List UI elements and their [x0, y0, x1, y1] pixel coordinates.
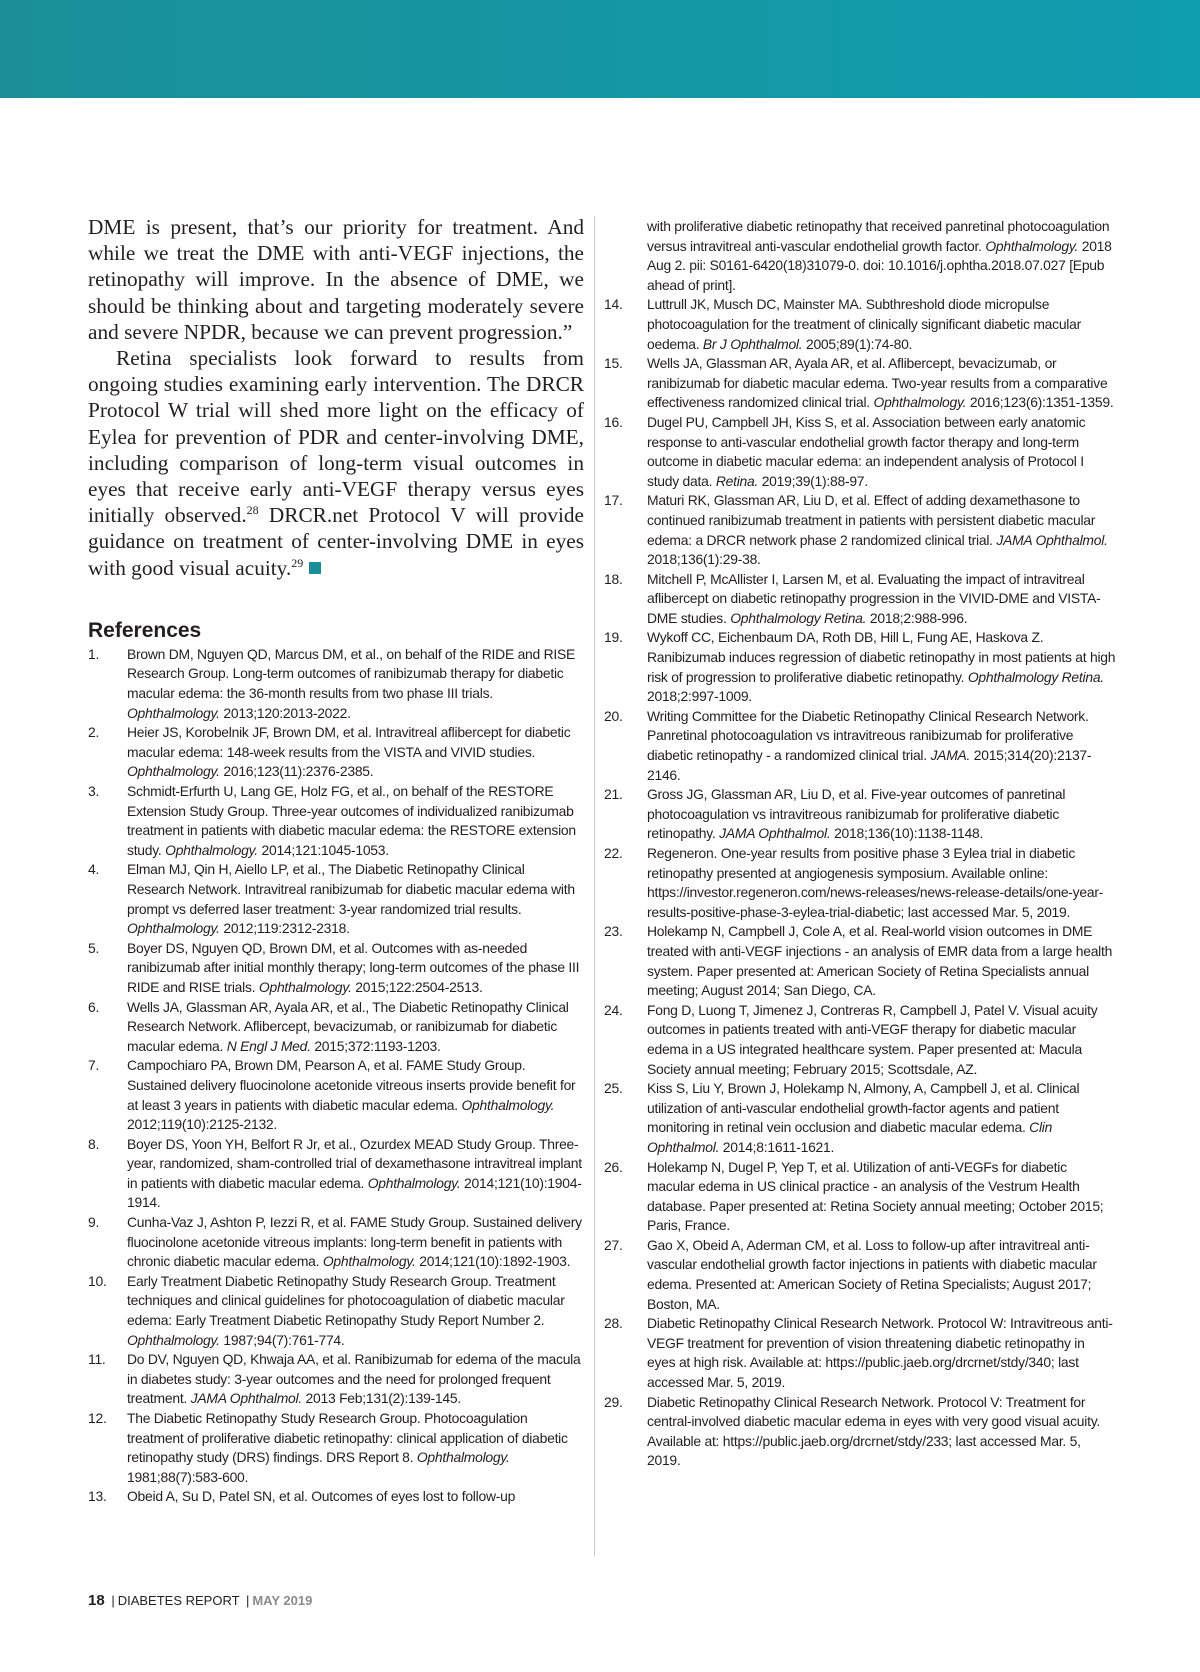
reference-text: Schmidt-Erfurth U, Lang GE, Holz FG, et al., on behalf of the RESTORE Extension Study Group. Three-year outcomes of individualized ranibizumab treatment in patients with diabetic macular edema: the RESTORE extension study. Ophthalmology. 2014;121:1045-1053.: [127, 783, 576, 858]
reference-text: Dugel PU, Campbell JH, Kiss S, et al. Association between early anatomic response to anti-vascular endothelial growth factor therapy and long-term outcome in diabetic macular edema: an independent analysis of Protocol I study data. Retina. 2019;39(1):88-97.: [647, 413, 1086, 489]
reference-number: 21.: [604, 786, 623, 803]
reference-number: 14.: [604, 296, 623, 313]
reference-number: 13.: [88, 1488, 107, 1505]
paragraph-2-text-b: DRCR.net Protocol V will provide guidance on treatment of center-involving DME in eyes with good visual acuity.: [88, 503, 584, 580]
journal-name: Ophthalmology.: [367, 1174, 461, 1191]
journal-name: Ophthalmology.: [322, 1253, 416, 1270]
reference-number: 5.: [88, 939, 100, 956]
reference-number: 4.: [88, 861, 100, 878]
reference-item: [604, 1314, 1116, 1392]
column-divider: [594, 216, 595, 1556]
reference-item: [604, 844, 1116, 922]
reference-number: 28.: [604, 1315, 623, 1332]
reference-text: Diabetic Retinopathy Clinical Research Network. Protocol V: Treatment for central-involved diabetic macular edema in eyes with very good visual acuity. Available at: https://public.jaeb.org/drcrnet/stdy/233; last accessed Mar. 5, 2019.: [647, 1393, 1101, 1469]
issue-date: MAY 2019: [252, 1593, 313, 1608]
page-number: 18: [88, 1592, 105, 1609]
reference-number: 29.: [604, 1393, 623, 1410]
reference-text: Maturi RK, Glassman AR, Liu D, et al. Effect of adding dexamethasone to continued ranibizumab treatment in patients with persistent diabetic macular edema: a DRCR network phase 2 randomized clinical trial. JAMA Ophthalmol. 2018;136(1):29-38.: [647, 492, 1108, 568]
reference-number: 1.: [88, 645, 100, 662]
reference-text: Wells JA, Glassman AR, Ayala AR, et al., The Diabetic Retinopathy Clinical Research Network. Aflibercept, bevacizumab, or ranibizumab for diabetic macular edema. N Engl J Med. 2015;372:1193-1203.: [127, 998, 569, 1054]
journal-name: JAMA.: [930, 747, 971, 764]
journal-name: Ophthalmology.: [165, 841, 258, 858]
journal-name: Ophthalmology Retina.: [967, 668, 1104, 685]
paragraph-2-text-a: Retina specialists look forward to results from ongoing studies examining early intervention. The DRCR Protocol W trial will shed more light on the efficacy of Eylea for prevention of PDR and center-involving DME, including comparison of long-term visual outcomes in eyes that receive early anti-VEGF therapy versus eyes initially observed.: [88, 346, 584, 528]
journal-name: Ophthalmology.: [873, 394, 967, 411]
reference-item: [604, 413, 1116, 491]
reference-item: [604, 491, 1116, 569]
end-of-article-square-icon: [309, 562, 321, 574]
reference-number: 3.: [88, 783, 100, 799]
journal-name: Ophthalmology.: [127, 763, 220, 780]
reference-item: [604, 1236, 1116, 1314]
reference-number: 6.: [88, 998, 100, 1015]
reference-item: [88, 645, 584, 723]
reference-number: 8.: [88, 1135, 100, 1152]
reference-item: [604, 1158, 1116, 1236]
reference-number: 22.: [604, 845, 623, 861]
reference-number: 25.: [604, 1080, 623, 1097]
article-paragraph-2: [88, 345, 584, 581]
journal-name: Br J Ophthalmol.: [702, 335, 803, 352]
journal-name: JAMA Ophthalmol.: [996, 531, 1108, 548]
reference-text: Brown DM, Nguyen QD, Marcus DM, et al., on behalf of the RIDE and RISE Research Group. Long-term outcomes of ranibizumab therapy for diabetic macular edema: the 36-month results from two phase III trials. Ophthalmology. 2013;120:2013-2022.: [127, 645, 576, 721]
journal-name: Ophthalmology.: [127, 704, 220, 721]
reference-number: 9.: [88, 1214, 100, 1231]
reference-item: [604, 570, 1116, 629]
reference-number: 19.: [604, 629, 623, 646]
reference-number: 27.: [604, 1236, 623, 1253]
publication-name: DIABETES REPORT: [117, 1593, 240, 1608]
reference-number: 16.: [604, 413, 623, 430]
reference-number: 15.: [604, 355, 623, 372]
reference-text: Wells JA, Glassman AR, Ayala AR, et al. Aflibercept, bevacizumab, or ranibizumab for diabetic macular edema. Two-year results from a comparative effectiveness randomized clinical trial. Ophthalmology. 2016;123(6):1351-1359.: [647, 355, 1114, 411]
reference-item: [604, 707, 1116, 785]
reference-13-continued: with proliferative diabetic retinopathy that received panretinal photocoagulation versus intravitreal anti-vascular endothelial growth factor. Ophthalmology. 2018 Aug 2. pii: S0161-6420(18)31079-0. doi: 10.1016/j.ophtha.2018.07.027 [Epub ahead of print].: [647, 218, 1112, 293]
reference-item: [88, 1056, 584, 1134]
journal-name: JAMA Ophthalmol.: [719, 825, 831, 842]
reference-item: [604, 295, 1116, 354]
reference-item: [604, 785, 1116, 844]
article-paragraph-1: DME is present, that’s our priority for treatment. And while we treat the DME with anti-VEGF injections, the retinopathy will improve. In the absence of DME, we should be thinking about and targeting moderately severe and severe NPDR, because we can prevent progression.”: [88, 215, 584, 344]
right-column: [604, 217, 1116, 1471]
reference-text: Wykoff CC, Eichenbaum DA, Roth DB, Hill L, Fung AE, Haskova Z. Ranibizumab induces regression of diabetic retinopathy in most patients at high risk of progression to proliferative diabetic retinopathy. Ophthalmology Retina. 2018;2:997-1009.: [647, 629, 1116, 705]
reference-text: Cunha-Vaz J, Ashton P, Iezzi R, et al. FAME Study Group. Sustained delivery fluocinolone acetonide vitreous implants: long-term benefit in patients with chronic diabetic macular edema. Ophthalmology. 2014;121(10):1892-1903.: [127, 1214, 582, 1270]
reference-item: [604, 922, 1116, 1000]
references-heading: References: [88, 618, 202, 642]
reference-item: [88, 860, 584, 938]
reference-number: 26.: [604, 1158, 623, 1175]
references-list-right: [604, 295, 1116, 1471]
reference-item: [88, 998, 584, 1057]
journal-name: N Engl J Med.: [226, 1037, 311, 1054]
journal-name: Ophthalmology.: [461, 1096, 555, 1113]
reference-item: [88, 1272, 584, 1350]
reference-text: Fong D, Luong T, Jimenez J, Contreras R, Campbell J, Patel V. Visual acuity outcomes in patients treated with anti-VEGF therapy for diabetic macular edema in a US integrated healthcare system. Paper presented at: Macula Society annual meeting; February 2015; Scottsdale, AZ.: [647, 1001, 1098, 1077]
journal-name: JAMA Ophthalmol.: [190, 1390, 302, 1407]
reference-text: The Diabetic Retinopathy Study Research Group. Photocoagulation treatment of proliferative diabetic retinopathy: clinical application of diabetic retinopathy study (DRS) findings. DRS Report 8. Ophthalmology. 1981;88(7):583-600.: [127, 1410, 568, 1485]
reference-number: 10.: [88, 1272, 107, 1289]
reference-item: [88, 1350, 584, 1409]
footer-separator: |: [245, 1593, 250, 1608]
references-list-left: [88, 645, 584, 1507]
page-footer: [88, 1592, 312, 1609]
reference-item: [604, 1393, 1116, 1471]
reference-item: [604, 1079, 1116, 1157]
footer-separator: |: [111, 1593, 115, 1608]
reference-text: Gao X, Obeid A, Aderman CM, et al. Loss to follow-up after intravitreal anti-vascular endothelial growth factor injections in patients with diabetic macular edema. Presented at: American Society of Retina Specialists; August 2017; Boston, MA.: [647, 1236, 1097, 1312]
reference-item: [604, 354, 1116, 413]
reference-text: Holekamp N, Campbell J, Cole A, et al. Real-world vision outcomes in DME treated with anti-VEGF injections - an analysis of EMR data from a large health system. Paper presented at: American Society of Retina Specialists annual meeting; August 2014; San Diego, CA.: [647, 923, 1113, 999]
journal-name: Ophthalmology.: [127, 920, 220, 937]
reference-item: [88, 1213, 584, 1272]
reference-text: Elman MJ, Qin H, Aiello LP, et al., The Diabetic Retinopathy Clinical Research Network. Intravitreal ranibizumab for diabetic macular edema with prompt vs deferred laser treatment: 3-year randomized trial results. Ophthalmology. 2012;119:2312-2318.: [127, 861, 575, 937]
reference-item: [604, 1001, 1116, 1079]
reference-text: Obeid A, Su D, Patel SN, et al. Outcomes of eyes lost to follow-up: [127, 1488, 516, 1505]
citation-28: 28: [246, 503, 259, 518]
reference-number: 20.: [604, 707, 623, 724]
reference-number: 24.: [604, 1001, 623, 1018]
reference-text: Writing Committee for the Diabetic Retinopathy Clinical Research Network. Panretinal photocoagulation vs intravitreous ranibizumab for proliferative diabetic retinopathy - a randomized clinical trial. JAMA. 2015;314(20):2137-2146.: [647, 707, 1092, 783]
reference-text: Heier JS, Korobelnik JF, Brown DM, et al. Intravitreal aflibercept for diabetic macular edema: 148-week results from the VISTA and VIVID studies. Ophthalmology. 2016;123(11):2376-2385.: [127, 724, 571, 780]
reference-text: Kiss S, Liu Y, Brown J, Holekamp N, Almony, A, Campbell J, et al. Clinical utilization of anti-vascular endothelial growth-factor agents and patient monitoring in retinal vein occlusion and diabetic macular edema. Clin Ophthalmol. 2014;8:1611-1621.: [647, 1080, 1080, 1155]
citation-29: 29: [291, 555, 304, 570]
reference-text: Holekamp N, Dugel P, Yep T, et al. Utilization of anti-VEGFs for diabetic macular edema in US clinical practice - an analysis of the Vestrum Health database. Paper presented at: Retina Society annual meeting; October 2015; Paris, France.: [647, 1158, 1104, 1234]
reference-item: [88, 939, 584, 998]
reference-text: Do DV, Nguyen QD, Khwaja AA, et al. Ranibizumab for edema of the macula in diabetes study: 3-year outcomes and the need for prolonged frequent treatment. JAMA Ophthalmol. 2013 Feb;131(2):139-145.: [127, 1351, 581, 1407]
reference-text: Mitchell P, McAllister I, Larsen M, et al. Evaluating the impact of intravitreal aflibercept on diabetic retinopathy progression in the VIVID-DME and VISTA-DME studies. Ophthalmology Retina. 2018;2:988-996.: [647, 570, 1101, 626]
reference-number: 11.: [88, 1351, 106, 1368]
journal-name: Ophthalmology.: [258, 978, 352, 995]
reference-text: Diabetic Retinopathy Clinical Research Network. Protocol W: Intravitreous anti-VEGF treatment for prevention of vision threatening diabetic retinopathy in eyes at high risk. Available at: https://public.jaeb.org/drcrnet/stdy/340; last accessed Mar. 5, 2019.: [647, 1315, 1113, 1391]
reference-item: [88, 1409, 584, 1487]
journal-name: Ophthalmology Retina.: [730, 609, 867, 626]
reference-item: [88, 723, 584, 782]
reference-text: Early Treatment Diabetic Retinopathy Study Research Group. Treatment techniques and clinical guidelines for photocoagulation of diabetic macular edema: Early Treatment Diabetic Retinopathy Study Report Number 2. Ophthalmology. 1987;94(7):761-774.: [127, 1272, 565, 1348]
journal-name: Clin Ophthalmol.: [647, 1119, 1053, 1155]
reference-number: 12.: [88, 1410, 107, 1426]
reference-item: [88, 1487, 584, 1507]
reference-text: Regeneron. One-year results from positive phase 3 Eylea trial in diabetic retinopathy presented at angiogenesis symposium. Available online: https://investor.regeneron.com/news-releases/news-release-details/one-year-results-positive-phase-3-eylea-trial-diabetic; last accessed Mar. 5, 2019.: [647, 845, 1104, 920]
reference-text: Boyer DS, Yoon YH, Belfort R Jr, et al., Ozurdex MEAD Study Group. Three-year, randomized, sham-controlled trial of dexamethasone intravitreal implant in patients with diabetic macular edema. Ophthalmology. 2014;121(10):1904-1914.: [127, 1135, 582, 1211]
journal-name: Ophthalmology.: [127, 1331, 220, 1348]
reference-number: 18.: [604, 570, 623, 587]
reference-number: 2.: [88, 724, 100, 741]
reference-text: Campochiaro PA, Brown DM, Pearson A, et al. FAME Study Group. Sustained delivery fluocinolone acetonide vitreous inserts provide benefit for at least 3 years in patients with diabetic macular edema. Ophthalmology. 2012;119(10):2125-2132.: [127, 1057, 576, 1133]
reference-text: Boyer DS, Nguyen QD, Brown DM, et al. Outcomes with as-needed ranibizumab after initial monthly therapy; long-term outcomes of the phase III RIDE and RISE trials. Ophthalmology. 2015;122:2504-2513.: [127, 939, 580, 995]
reference-text: Gross JG, Glassman AR, Liu D, et al. Five-year outcomes of panretinal photocoagulation vs intravitreous ranibizumab for proliferative diabetic retinopathy. JAMA Ophthalmol. 2018;136(10):1138-1148.: [647, 786, 1066, 842]
header-color-bar: [0, 0, 1200, 98]
journal-name: Ophthalmology.: [416, 1449, 510, 1466]
reference-number: 7.: [88, 1057, 100, 1074]
reference-text: Luttrull JK, Musch DC, Mainster MA. Subthreshold diode micropulse photocoagulation for the treatment of clinically significant diabetic macular oedema. Br J Ophthalmol. 2005;89(1):74-80.: [647, 296, 1081, 352]
reference-item: [88, 1135, 584, 1213]
left-column: [88, 214, 584, 1507]
reference-item: [604, 628, 1116, 706]
journal-name: Retina.: [715, 472, 759, 489]
reference-item: [88, 782, 584, 860]
reference-number: 23.: [604, 923, 623, 940]
reference-number: 17.: [604, 492, 623, 509]
